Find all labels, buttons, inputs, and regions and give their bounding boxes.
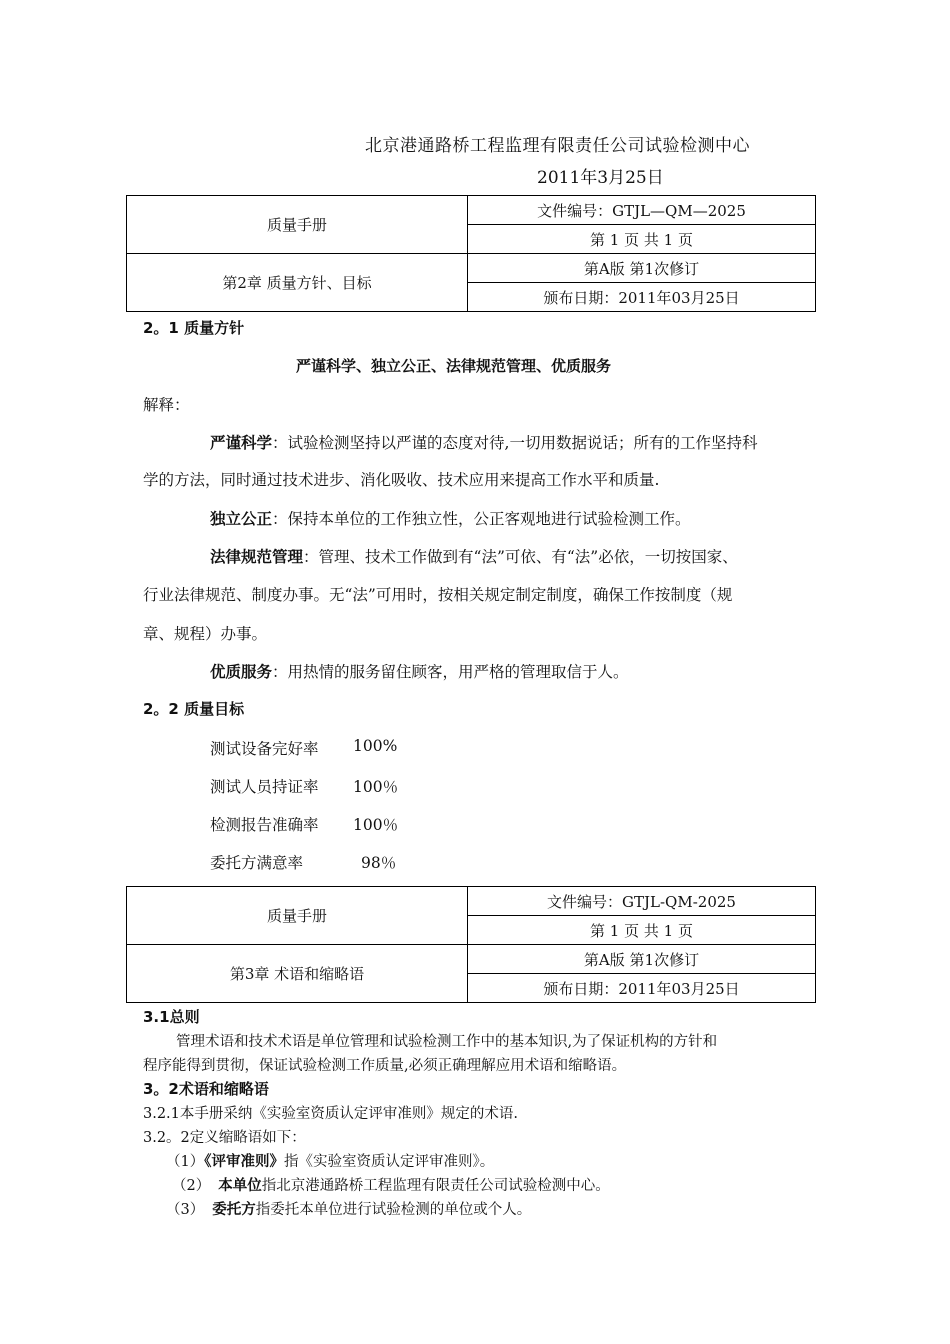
- paragraph-line: 章、规程）办事。: [143, 625, 268, 643]
- paragraph-line: 行业法律规范、制度办事。无“法”可用时，按相关规定制定制度，确保工作按制度（规: [143, 586, 733, 604]
- page-count: 第 1 页 共 1 页: [468, 225, 816, 254]
- manual-title: 质量手册: [127, 196, 468, 254]
- target-label: 委托方满意率: [210, 854, 304, 872]
- paragraph-line: 管理术语和技术术语是单位管理和试验检测工作中的基本知识,为了保证机构的方针和: [176, 1034, 718, 1050]
- document-date: 2011年3月25日: [537, 168, 664, 188]
- section-heading: 2。2 质量目标: [143, 700, 245, 718]
- term-label: 优质服务: [210, 663, 273, 681]
- manual-title: 质量手册: [127, 887, 468, 945]
- section-heading: 3.1总则: [143, 1008, 200, 1026]
- section-heading: 2。1 质量方针: [143, 319, 245, 337]
- organization-name: 北京港通路桥工程监理有限责任公司试验检测中心: [365, 136, 750, 156]
- target-value: 100%: [353, 737, 398, 755]
- issue-date: 颁布日期：2011年03月25日: [468, 974, 816, 1003]
- list-number: （1）: [166, 1154, 205, 1170]
- term-text: ：管理、技术工作做到有“法”可依、有“法”必依，一切按国家、: [303, 548, 738, 566]
- header-table-chapter-3: [126, 886, 816, 1003]
- section-heading: 3。2术语和缩略语: [143, 1080, 269, 1098]
- target-label: 测试设备完好率: [210, 740, 319, 758]
- paragraph-line: [210, 545, 738, 567]
- page-count: 第 1 页 共 1 页: [468, 916, 816, 945]
- list-item: [166, 1198, 531, 1219]
- term-label: 本单位: [218, 1178, 262, 1194]
- list-number: （3）: [166, 1202, 205, 1218]
- chapter-title: 第2章 质量方针、目标: [127, 254, 468, 312]
- document-number: 文件编号：GTJL-QM-2025: [468, 887, 816, 916]
- chapter-title: 第3章 术语和缩略语: [127, 945, 468, 1003]
- document-number: 文件编号：GTJL—QM—2025: [468, 196, 816, 225]
- paragraph-line: 学的方法，同时通过技术进步、消化吸收、技术应用来提高工作水平和质量.: [143, 471, 660, 489]
- paragraph-line: 程序能得到贯彻，保证试验检测工作质量,必须正确理解应用术语和缩略语。: [143, 1058, 627, 1074]
- term-label: 严谨科学: [210, 434, 273, 452]
- header-table-chapter-2: [126, 195, 816, 312]
- explain-label: 解释：: [143, 396, 190, 414]
- list-item: [166, 1150, 494, 1171]
- paragraph-line: 3.2。2定义缩略语如下：: [143, 1130, 306, 1146]
- quality-policy: 严谨科学、独立公正、法律规范管理、优质服务: [296, 357, 612, 375]
- term-text: 指北京港通路桥工程监理有限责任公司试验检测中心。: [261, 1178, 610, 1194]
- term-label: 委托方: [212, 1202, 256, 1218]
- paragraph-line: [210, 431, 757, 453]
- paragraph-line: [210, 660, 629, 682]
- term-label: 法律规范管理: [210, 548, 304, 566]
- version-info: 第A版 第1次修订: [468, 254, 816, 283]
- paragraph-line: [210, 507, 691, 529]
- list-item: [172, 1174, 610, 1195]
- target-value: 100％: [353, 778, 399, 796]
- version-info: 第A版 第1次修订: [468, 945, 816, 974]
- term-text: 指委托本单位进行试验检测的单位或个人。: [255, 1202, 532, 1218]
- term-text: 指《实验室资质认定评审准则》。: [283, 1154, 495, 1170]
- target-value: 100％: [353, 816, 399, 834]
- list-number: （2）: [172, 1178, 211, 1194]
- issue-date: 颁布日期：2011年03月25日: [468, 283, 816, 312]
- term-label: 《评审准则》: [204, 1154, 284, 1170]
- term-text: ：用热情的服务留住顾客，用严格的管理取信于人。: [272, 663, 629, 681]
- paragraph-line: 3.2.1本手册采纳《实验室资质认定评审准则》规定的术语.: [143, 1106, 519, 1122]
- target-label: 测试人员持证率: [210, 778, 319, 796]
- term-text: ：试验检测坚持以严谨的态度对待,一切用数据说话；所有的工作坚持科: [272, 434, 758, 452]
- term-label: 独立公正: [210, 510, 273, 528]
- target-label: 检测报告准确率: [210, 816, 319, 834]
- term-text: ：保持本单位的工作独立性，公正客观地进行试验检测工作。: [272, 510, 691, 528]
- target-value: 98％: [361, 854, 397, 872]
